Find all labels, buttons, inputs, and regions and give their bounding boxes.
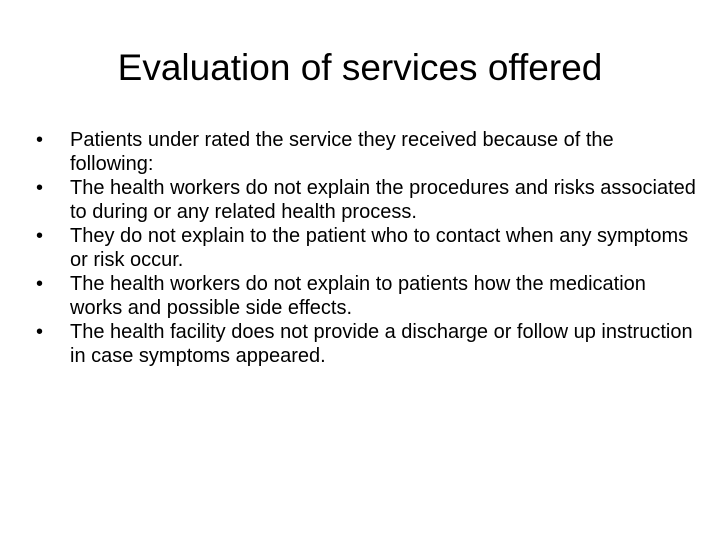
list-item: [36, 128, 696, 176]
bullet-text: The health facility does not provide a discharge or follow up instruction in case symptoms appeared.: [70, 321, 693, 367]
bullet-icon: •: [36, 225, 44, 247]
bullet-icon: •: [36, 177, 44, 199]
bullet-icon: •: [36, 273, 44, 295]
list-item: [36, 272, 696, 320]
list-item: [36, 176, 696, 224]
bullet-text: The health workers do not explain to patients how the medication works and possible side effects.: [70, 273, 646, 319]
bullet-list: [36, 128, 696, 368]
bullet-icon: •: [36, 129, 44, 151]
bullet-text: They do not explain to the patient who to contact when any symptoms or risk occur.: [70, 225, 689, 271]
list-item: [36, 320, 696, 368]
bullet-icon: •: [36, 321, 44, 343]
list-item: [36, 224, 696, 272]
bullet-text: The health workers do not explain the procedures and risks associated to during or any related health process.: [70, 177, 696, 223]
bullet-text: Patients under rated the service they received because of the following:: [70, 129, 614, 175]
slide-title: Evaluation of services offered: [117, 47, 603, 88]
